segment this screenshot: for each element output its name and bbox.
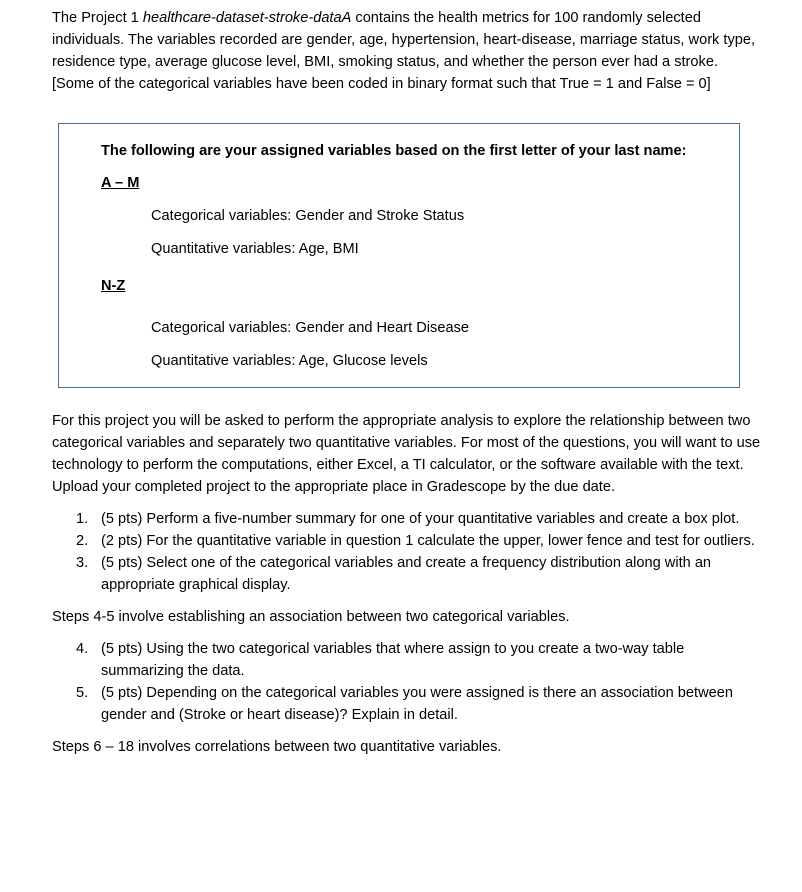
question-item (52, 508, 764, 530)
question-item (52, 530, 764, 552)
question-number: 2. (76, 533, 89, 549)
group-label-a-m: A – M (101, 175, 140, 191)
group-a-m-quantitative: Quantitative variables: Age, BMI (151, 241, 359, 257)
group-label-n-z: N-Z (101, 278, 126, 294)
steps-4-5-heading: Steps 4-5 involve establishing an association between two categorical variables. (52, 609, 570, 625)
question-number: 4. (76, 641, 89, 657)
question-number: 3. (76, 555, 89, 571)
question-text: (5 pts) Select one of the categorical variables and create a frequency distribution along with an appropriate graphical display. (101, 555, 712, 593)
steps-6-18-heading: Steps 6 – 18 involves correlations between two quantitative variables. (52, 739, 502, 755)
intro-text-start: The Project 1 (52, 10, 143, 26)
group-a-m-categorical: Categorical variables: Gender and Stroke Status (151, 208, 465, 224)
intro-text-end: contains the health metrics for 100 randomly selected individuals. The variables recorded are gender, age, hypertension, heart-disease, marriage status, work type, residence type, average glucose level, BMI, smoking status, and whether the person ever had a stroke. [Some of the categorical variables have been coded in binary format such that True = 1 and False = 0] (52, 10, 756, 92)
project-description: For this project you will be asked to perform the appropriate analysis to explore the relationship between two categorical variables and separately two quantitative variables. For most of the questions, you will want to use technology to perform the computations, either Excel, a TI calculator, or the software available with the text. Upload your completed project to the appropriate place in Gradescope by the due date. (52, 413, 761, 495)
document-page (52, 7, 764, 758)
box-heading: The following are your assigned variables based on the first letter of your last name: (101, 143, 687, 159)
question-item (52, 682, 764, 726)
intro-paragraph (52, 7, 764, 95)
question-text: (2 pts) For the quantitative variable in question 1 calculate the upper, lower fence and test for outliers. (101, 533, 755, 549)
question-list-1 (52, 508, 764, 596)
question-text: (5 pts) Perform a five-number summary for one of your quantitative variables and create a box plot. (101, 511, 740, 527)
question-item (52, 552, 764, 596)
question-number: 1. (76, 511, 89, 527)
question-item (52, 638, 764, 682)
dataset-name: healthcare-dataset-stroke-dataA (142, 10, 352, 26)
question-text: (5 pts) Using the two categorical variables that where assign to you create a two-way table summarizing the data. (101, 641, 685, 679)
question-list-2 (52, 638, 764, 726)
question-number: 5. (76, 685, 89, 701)
assigned-variables-box (58, 123, 740, 388)
group-n-z-categorical: Categorical variables: Gender and Heart Disease (151, 320, 469, 336)
group-n-z-quantitative: Quantitative variables: Age, Glucose levels (151, 353, 428, 369)
question-text: (5 pts) Depending on the categorical variables you were assigned is there an association between gender and (Stroke or heart disease)? Explain in detail. (101, 685, 733, 723)
